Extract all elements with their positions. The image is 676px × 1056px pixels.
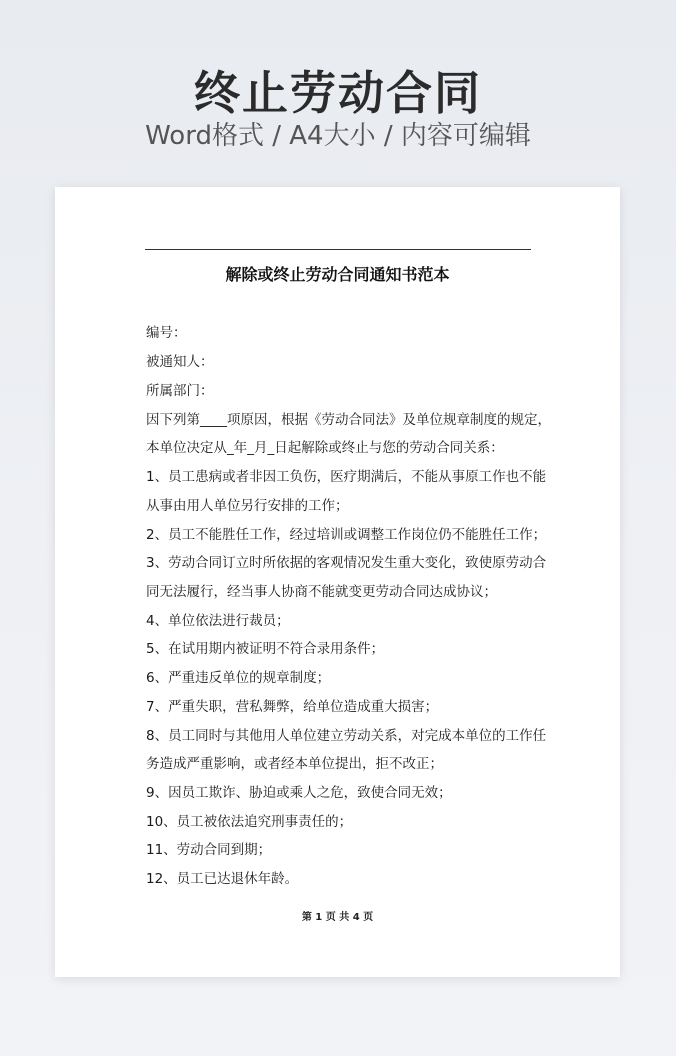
list-item-line: 11、劳动合同到期； [146, 842, 272, 858]
list-item-line: 务造成严重影响，或者经本单位提出，拒不改正； [146, 756, 443, 772]
document-heading: 解除或终止劳动合同通知书范本 [225, 265, 450, 284]
list-item-line: 9、因员工欺诈、胁迫或乘人之危，致使合同无效； [146, 785, 452, 801]
list-item-line: 8、员工同时与其他用人单位建立劳动关系，对完成本单位的工作任 [146, 728, 547, 744]
paragraph-line: 因下列第____项原因，根据《劳动合同法》及单位规章制度的规定， [146, 412, 551, 428]
banner-title: 终止劳动合同 [194, 66, 482, 120]
paragraph-line: 本单位决定从_年_月_日起解除或终止与您的劳动合同关系： [146, 440, 504, 456]
list-item-line: 4、单位依法进行裁员； [146, 613, 290, 629]
header-rule [145, 249, 531, 250]
list-item-line: 同无法履行，经当事人协商不能就变更劳动合同达成协议； [146, 584, 497, 600]
list-item-line: 1、员工患病或者非因工负伤，医疗期满后，不能从事原工作也不能 [146, 469, 547, 485]
list-item-line: 5、在试用期内被证明不符合录用条件； [146, 641, 385, 657]
field-recipient: 被通知人： [146, 354, 214, 370]
field-department: 所属部门： [146, 383, 214, 399]
list-item-line: 12、员工已达退休年龄。 [146, 871, 299, 887]
list-item-line: 2、员工不能胜任工作，经过培训或调整工作岗位仍不能胜任工作； [146, 527, 547, 543]
list-item-line: 10、员工被依法追究刑事责任的； [146, 814, 353, 830]
document-page [55, 187, 620, 977]
page-number: 第 1 页 共 4 页 [301, 912, 374, 923]
list-item-line: 3、劳动合同订立时所依据的客观情况发生重大变化，致使原劳动合 [146, 555, 547, 571]
banner-subtitle: Word格式 / A4大小 / 内容可编辑 [145, 121, 531, 151]
field-number: 编号： [146, 325, 187, 341]
list-item-line: 从事由用人单位另行安排的工作； [146, 498, 349, 514]
list-item-line: 6、严重违反单位的规章制度； [146, 670, 331, 686]
list-item-line: 7、严重失职，营私舞弊，给单位造成重大损害； [146, 699, 439, 715]
